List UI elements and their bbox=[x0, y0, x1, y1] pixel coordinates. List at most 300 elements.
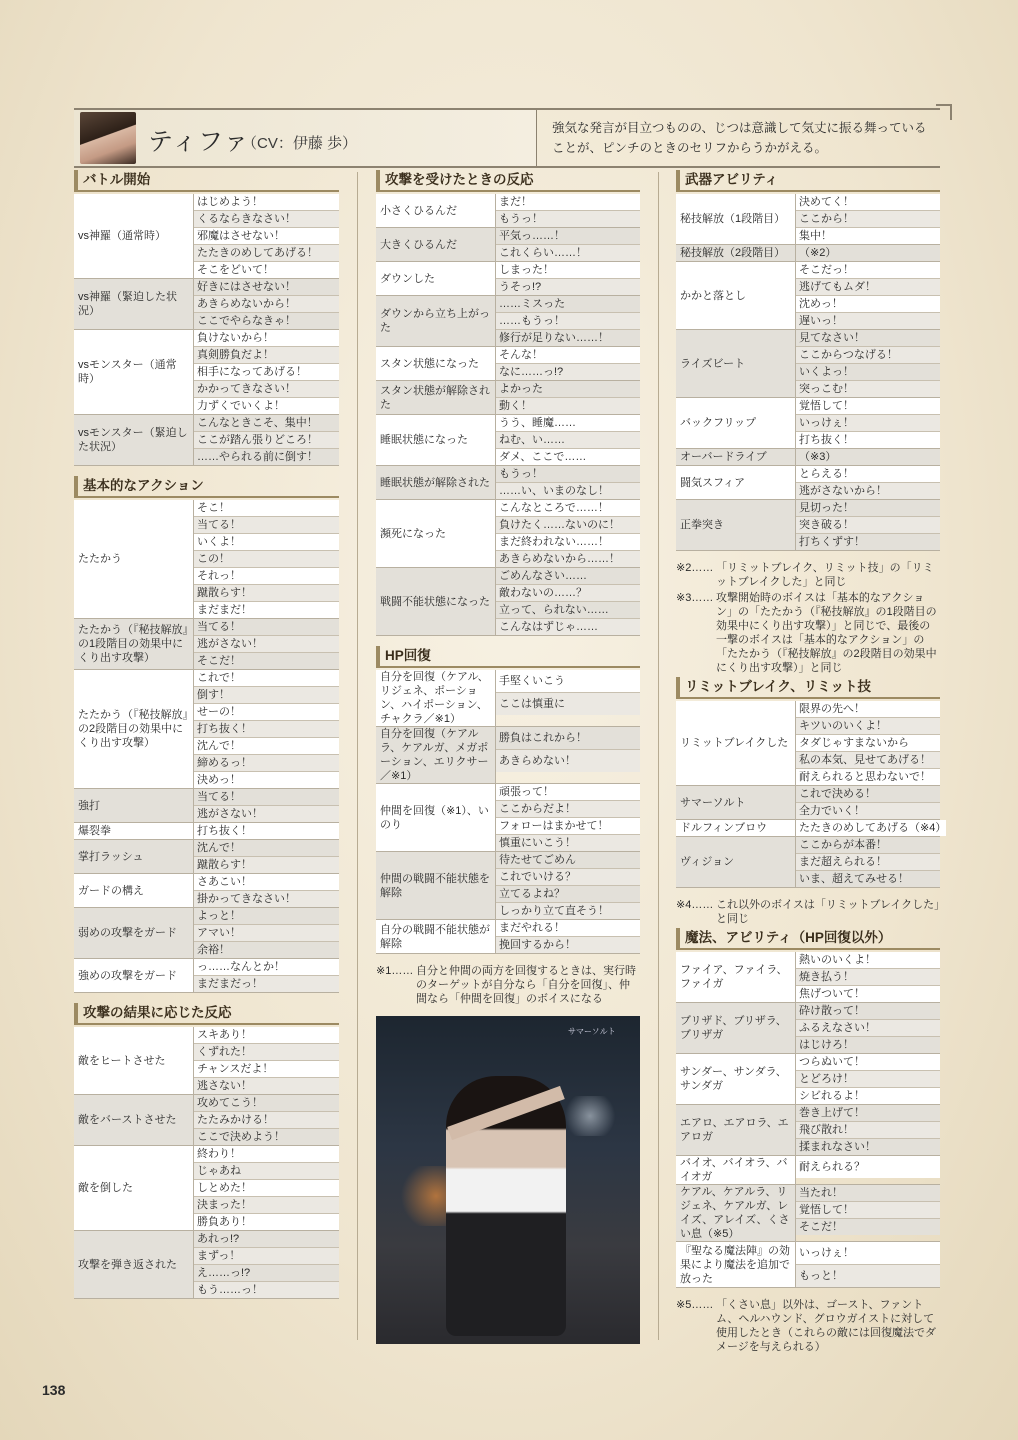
voice-group bbox=[74, 823, 339, 840]
voice-line: 決まった！ bbox=[194, 1197, 339, 1214]
voice-line: 覚悟して！ bbox=[796, 1202, 940, 1219]
column-middle bbox=[376, 170, 640, 1344]
voice-group bbox=[676, 262, 940, 330]
voice-line: ……もうっ！ bbox=[496, 313, 640, 330]
voice-group bbox=[74, 908, 339, 959]
voice-group bbox=[74, 330, 339, 415]
voice-line: そこだ！ bbox=[796, 1219, 940, 1235]
voice-line: これでいける？ bbox=[496, 869, 640, 886]
note-text: 攻撃開始時のボイスは「基本的なアクション」の「たたかう（『秘技解放』の1段階目の効果中にくり出す攻撃）」と同じで、最後の一撃のボイスは「基本的なアクション」の「たたかう（『秘技解放』の2段階目の効果中にくり出す攻撃）」と同じ bbox=[716, 592, 937, 674]
voice-line: もうっ！ bbox=[496, 211, 640, 227]
situation-label: かかと落とし bbox=[676, 262, 796, 329]
voice-line: かかってきなさい！ bbox=[194, 381, 339, 398]
voice-line: 全力でいく！ bbox=[796, 803, 940, 819]
note-mark: ※5…… bbox=[676, 1299, 714, 1311]
note-mark: ※4…… bbox=[676, 899, 714, 911]
voice-line: （※3） bbox=[796, 449, 940, 465]
voice-line: 私の本気、見せてあげる！ bbox=[796, 752, 940, 769]
voice-line: 邪魔はさせない！ bbox=[194, 228, 339, 245]
voice-line: 敵わないの……？ bbox=[496, 585, 640, 602]
situation-label: たたかう（『秘技解放』の2段階目の効果中にくり出す攻撃） bbox=[74, 670, 194, 788]
voice-line: キツいのいくよ！ bbox=[796, 718, 940, 735]
footnote-row bbox=[676, 591, 940, 675]
situation-label: vs神羅（緊迫した状況） bbox=[74, 279, 194, 329]
voice-line: 熱いのいくよ！ bbox=[796, 952, 940, 969]
voice-line: 突っこむ！ bbox=[796, 381, 940, 397]
voice-group bbox=[376, 500, 640, 568]
voice-line: ここからだよ！ bbox=[496, 801, 640, 818]
situation-label: たたかう（『秘技解放』の1段階目の効果中にくり出す攻撃） bbox=[74, 619, 194, 669]
voice-section bbox=[676, 928, 940, 1288]
voice-line: 余裕！ bbox=[194, 942, 339, 958]
situation-label: 秘技解放（2段階目） bbox=[676, 245, 796, 261]
situation-label: 『聖なる魔法陣』の効果により魔法を追加で放った bbox=[676, 1242, 796, 1287]
voice-line: しっかり立て直そう！ bbox=[496, 903, 640, 919]
section-title: バトル開始 bbox=[74, 170, 339, 192]
situation-label: 睡眠状態になった bbox=[376, 415, 496, 465]
footnote-4 bbox=[676, 898, 940, 926]
voice-line: たたみかける！ bbox=[194, 1112, 339, 1129]
voice-line: はじめよう！ bbox=[194, 194, 339, 211]
voice-line: ここは慎重に bbox=[496, 693, 640, 715]
voice-section bbox=[376, 646, 640, 954]
voice-line: いっけぇ！ bbox=[796, 415, 940, 432]
voice-line: あきらめない！ bbox=[496, 750, 640, 772]
voice-section bbox=[74, 476, 339, 993]
footnotes-2-3 bbox=[676, 561, 940, 675]
voice-group bbox=[376, 852, 640, 920]
situation-label: 敵をヒートさせた bbox=[74, 1027, 194, 1094]
voice-group bbox=[74, 1027, 339, 1095]
voice-section bbox=[74, 1003, 339, 1299]
voice-line: 当てる！ bbox=[194, 517, 339, 534]
voice-line: 打ち抜く！ bbox=[194, 721, 339, 738]
section-title: 魔法、アビリティ（HP回復以外） bbox=[676, 928, 940, 950]
character-header bbox=[74, 108, 940, 168]
voice-group bbox=[676, 1054, 940, 1105]
voice-line: うそっ!? bbox=[496, 279, 640, 295]
voice-group bbox=[676, 1003, 940, 1054]
voice-group bbox=[676, 1242, 940, 1288]
voice-group bbox=[676, 1185, 940, 1242]
voice-line: しとめた！ bbox=[194, 1180, 339, 1197]
voice-line: とどろけ！ bbox=[796, 1071, 940, 1088]
footnote-row bbox=[676, 898, 940, 926]
voice-group bbox=[74, 1146, 339, 1231]
voice-line: シビれるよ！ bbox=[796, 1088, 940, 1104]
voice-line: そこをどいて！ bbox=[194, 262, 339, 278]
voice-group bbox=[376, 727, 640, 784]
voice-line: 動く！ bbox=[496, 398, 640, 414]
voice-line: 逃がさない！ bbox=[194, 636, 339, 653]
voice-line: それっ！ bbox=[194, 568, 339, 585]
voice-line: 焦げついて！ bbox=[796, 986, 940, 1002]
voice-line: あきらめないから……！ bbox=[496, 551, 640, 567]
voice-group bbox=[376, 381, 640, 415]
voice-line: そんな！ bbox=[496, 347, 640, 364]
voice-line: あきらめないから！ bbox=[194, 296, 339, 313]
column-right bbox=[676, 170, 947, 1356]
voice-line: ここから！ bbox=[796, 211, 940, 228]
voice-line: こんなときこそ、集中！ bbox=[194, 415, 339, 432]
voice-line: 見てなさい！ bbox=[796, 330, 940, 347]
voice-line: 蹴散らす！ bbox=[194, 857, 339, 873]
voice-line: いっけぇ！ bbox=[796, 1242, 940, 1265]
voice-line: せーの！ bbox=[194, 704, 339, 721]
voice-group bbox=[74, 874, 339, 908]
voice-line: まだまだっ！ bbox=[194, 976, 339, 992]
voice-line: さあこい！ bbox=[194, 874, 339, 891]
voice-line: 沈めっ！ bbox=[796, 296, 940, 313]
corner-ornament bbox=[936, 104, 952, 120]
voice-line: 力ずくでいくよ！ bbox=[194, 398, 339, 414]
voice-group bbox=[676, 952, 940, 1003]
voice-line: フォローはまかせて！ bbox=[496, 818, 640, 835]
section-title: 基本的なアクション bbox=[74, 476, 339, 498]
voice-line: ここからつなげる！ bbox=[796, 347, 940, 364]
voice-line: ここからが本番！ bbox=[796, 837, 940, 854]
voice-line: ねむ、い…… bbox=[496, 432, 640, 449]
voice-line: とらえる！ bbox=[796, 466, 940, 483]
voice-group bbox=[376, 262, 640, 296]
voice-line: アマい！ bbox=[194, 925, 339, 942]
voice-line: 焼き払う！ bbox=[796, 969, 940, 986]
title-box bbox=[74, 110, 537, 166]
voice-group bbox=[676, 245, 940, 262]
section-title: リミットブレイク、リミット技 bbox=[676, 677, 940, 699]
voice-line: 決めっ！ bbox=[194, 772, 339, 788]
voice-line: ここが踏ん張りどころ！ bbox=[194, 432, 339, 449]
voice-group bbox=[676, 820, 947, 837]
column-divider bbox=[658, 172, 659, 1340]
voice-group bbox=[676, 449, 940, 466]
situation-label: ガードの構え bbox=[74, 874, 194, 907]
situation-label: 自分を回復（ケアル、リジェネ、ポーション、ハイポーション、チャクラ／※1） bbox=[376, 670, 496, 726]
situation-label: 正拳突き bbox=[676, 500, 796, 550]
situation-label: スタン状態が解除された bbox=[376, 381, 496, 414]
voice-line: この！ bbox=[194, 551, 339, 568]
situation-label: エアロ、エアロラ、エアロガ bbox=[676, 1105, 796, 1155]
voice-line: 手堅くいこう bbox=[496, 670, 640, 693]
voice-line: （※2） bbox=[796, 245, 940, 261]
voice-group bbox=[376, 466, 640, 500]
voice-line: 立てるよね？ bbox=[496, 886, 640, 903]
voice-line: たたきのめしてあげる！ bbox=[194, 245, 339, 262]
voice-line: 倒す！ bbox=[194, 687, 339, 704]
voice-group bbox=[376, 228, 640, 262]
situation-label: 掌打ラッシュ bbox=[74, 840, 194, 873]
voice-group bbox=[74, 670, 339, 789]
voice-line: 見切った！ bbox=[796, 500, 940, 517]
voice-line: 沈んで！ bbox=[194, 738, 339, 755]
voice-line: 当てる！ bbox=[194, 619, 339, 636]
situation-label: vs神羅（通常時） bbox=[74, 194, 194, 278]
voice-group bbox=[74, 1231, 339, 1299]
voice-line: 挽回するから！ bbox=[496, 937, 640, 953]
voice-section bbox=[74, 170, 339, 466]
situation-label: 自分の戦闘不能状態が解除 bbox=[376, 920, 496, 953]
voice-group bbox=[376, 347, 640, 381]
voice-group bbox=[676, 466, 940, 500]
voice-group bbox=[676, 330, 940, 398]
voice-line: いくよ！ bbox=[194, 534, 339, 551]
voice-line: 逃げてもムダ！ bbox=[796, 279, 940, 296]
note-text: 「リミットブレイク、リミット技」の「リミットブレイクした」と同じ bbox=[716, 562, 934, 588]
voice-line: これくらい……！ bbox=[496, 245, 640, 261]
voice-line: そこだ！ bbox=[194, 653, 339, 669]
situation-label: サンダー、サンダラ、サンダガ bbox=[676, 1054, 796, 1104]
situation-label: 大きくひるんだ bbox=[376, 228, 496, 261]
situation-label: 強めの攻撃をガード bbox=[74, 959, 194, 992]
voice-line: タダじゃすまないから bbox=[796, 735, 940, 752]
voice-line: 待たせてごめん bbox=[496, 852, 640, 869]
voice-line: 負けないから！ bbox=[194, 330, 339, 347]
voice-group bbox=[376, 920, 640, 954]
voice-line: もうっ！ bbox=[496, 466, 640, 483]
voice-group bbox=[676, 1156, 940, 1185]
voice-line: ……い、いまのなし！ bbox=[496, 483, 640, 499]
voice-line: もう……っ！ bbox=[194, 1282, 339, 1298]
voice-line: 攻めてこう！ bbox=[194, 1095, 339, 1112]
situation-label: ダウンした bbox=[376, 262, 496, 295]
situation-label: 戦闘不能状態になった bbox=[376, 568, 496, 635]
page-number: 138 bbox=[42, 1382, 66, 1398]
voice-line: 飛び散れ！ bbox=[796, 1122, 940, 1139]
voice-line: なに……っ!? bbox=[496, 364, 640, 380]
note-mark: ※2…… bbox=[676, 562, 714, 574]
voice-line: はじけろ！ bbox=[796, 1037, 940, 1053]
voice-group bbox=[74, 194, 339, 279]
situation-label: 瀕死になった bbox=[376, 500, 496, 567]
section-title: 武器アビリティ bbox=[676, 170, 940, 192]
voice-line: 締めるっ！ bbox=[194, 755, 339, 772]
voice-line: くるならきなさい！ bbox=[194, 211, 339, 228]
voice-line: 打ち抜く！ bbox=[796, 432, 940, 448]
voice-group bbox=[74, 279, 339, 330]
voice-section bbox=[676, 170, 940, 551]
voice-line: これで決める！ bbox=[796, 786, 940, 803]
situation-label: サマーソルト bbox=[676, 786, 796, 819]
character-name: ティファ bbox=[148, 128, 250, 156]
voice-line: 平気っ……！ bbox=[496, 228, 640, 245]
voice-line: ここで決めよう！ bbox=[194, 1129, 339, 1145]
voice-line: 負けたく……ないのに！ bbox=[496, 517, 640, 534]
voice-group bbox=[676, 786, 940, 820]
situation-label: 小さくひるんだ bbox=[376, 194, 496, 227]
note-text: これ以外のボイスは「リミットブレイクした」と同じ bbox=[716, 899, 940, 925]
footnote-5 bbox=[676, 1298, 940, 1354]
footnote-row bbox=[676, 561, 940, 589]
voice-line: そこ！ bbox=[194, 500, 339, 517]
voice-line: 覚悟して！ bbox=[796, 398, 940, 415]
situation-label: 強打 bbox=[74, 789, 194, 822]
voice-group bbox=[74, 1095, 339, 1146]
voice-line: 決めてく！ bbox=[796, 194, 940, 211]
situation-label: vsモンスター（通常時） bbox=[74, 330, 194, 414]
situation-label: 睡眠状態が解除された bbox=[376, 466, 496, 499]
photo-caption: サマーソルト bbox=[568, 1027, 616, 1036]
situation-label: バックフリップ bbox=[676, 398, 796, 448]
voice-line: ふるえなさい！ bbox=[796, 1020, 940, 1037]
note-mark: ※1…… bbox=[376, 965, 414, 977]
voice-line: 耐えられると思わないで！ bbox=[796, 769, 940, 785]
voice-line: 立って、られない…… bbox=[496, 602, 640, 619]
voice-line: これで！ bbox=[194, 670, 339, 687]
situation-label: 敵を倒した bbox=[74, 1146, 194, 1230]
situation-label: 弱めの攻撃をガード bbox=[74, 908, 194, 958]
voice-line: っ……なんとか！ bbox=[194, 959, 339, 976]
voice-line: まずっ！ bbox=[194, 1248, 339, 1265]
voice-group bbox=[376, 194, 640, 228]
voice-group bbox=[74, 619, 339, 670]
voice-line: 真剣勝負だよ！ bbox=[194, 347, 339, 364]
voice-line: 逃さない！ bbox=[194, 1078, 339, 1094]
situation-label: 仲間を回復（※1）、いのり bbox=[376, 784, 496, 851]
voice-group bbox=[676, 194, 940, 245]
voice-line: スキあり！ bbox=[194, 1027, 339, 1044]
voice-line: 耐えられる？ bbox=[796, 1156, 940, 1178]
voice-line: 打ちくずす！ bbox=[796, 534, 940, 550]
voice-section bbox=[376, 170, 640, 636]
situation-label: ダウンから立ち上がった bbox=[376, 296, 496, 346]
situation-label: 秘技解放（1段階目） bbox=[676, 194, 796, 244]
situation-label: 仲間の戦闘不能状態を解除 bbox=[376, 852, 496, 919]
voice-line: 勝負あり！ bbox=[194, 1214, 339, 1230]
situation-label: バイオ、バイオラ、バイオガ bbox=[676, 1156, 796, 1184]
voice-group bbox=[676, 701, 940, 786]
voice-line: 揉まれなさい！ bbox=[796, 1139, 940, 1155]
voice-group bbox=[74, 789, 339, 823]
situation-label: ライズビート bbox=[676, 330, 796, 397]
situation-label: ヴィジョン bbox=[676, 837, 796, 887]
voice-group bbox=[376, 415, 640, 466]
voice-line: え……っ!? bbox=[194, 1265, 339, 1282]
voice-group bbox=[74, 840, 339, 874]
voice-line: 慎重にいこう！ bbox=[496, 835, 640, 851]
voice-line: 当てる！ bbox=[194, 789, 339, 806]
section-title: HP回復 bbox=[376, 646, 640, 668]
voice-line: 遅いっ！ bbox=[796, 313, 940, 329]
voice-group bbox=[376, 784, 640, 852]
voice-line: まだ終われない……！ bbox=[496, 534, 640, 551]
voice-line: じゃあね bbox=[194, 1163, 339, 1180]
footnote-row bbox=[676, 1298, 940, 1354]
voice-line: たたきのめしてあげる（※4） bbox=[796, 820, 946, 836]
voice-line: 相手になってあげる！ bbox=[194, 364, 339, 381]
voice-group bbox=[74, 959, 339, 993]
voice-line: チャンスだよ！ bbox=[194, 1061, 339, 1078]
voice-line: まだ超えられる！ bbox=[796, 854, 940, 871]
voice-line: よっと！ bbox=[194, 908, 339, 925]
situation-label: 闘気スフィア bbox=[676, 466, 796, 499]
situation-label: オーバードライブ bbox=[676, 449, 796, 465]
character-portrait bbox=[80, 112, 136, 164]
voice-line: いくよっ！ bbox=[796, 364, 940, 381]
situation-label: ブリザド、ブリザラ、ブリザガ bbox=[676, 1003, 796, 1053]
voice-line: 蹴散らす！ bbox=[194, 585, 339, 602]
voice-group bbox=[376, 296, 640, 347]
voice-section bbox=[676, 677, 947, 888]
voice-line: ……やられる前に倒す！ bbox=[194, 449, 339, 465]
voice-line: 当たれ！ bbox=[796, 1185, 940, 1202]
note-text: 「くさい息」以外は、ゴースト、ファントム、ヘルハウンド、グロウガイストに対して使用したとき（これらの敵には回復魔法でダメージを与えられる） bbox=[716, 1299, 936, 1353]
voice-line: つらぬいて！ bbox=[796, 1054, 940, 1071]
voice-line: そこだっ！ bbox=[796, 262, 940, 279]
voice-line: こんなはずじゃ…… bbox=[496, 619, 640, 635]
section-title: 攻撃を受けたときの反応 bbox=[376, 170, 640, 192]
situation-label: ファイア、ファイラ、ファイガ bbox=[676, 952, 796, 1002]
situation-label: スタン状態になった bbox=[376, 347, 496, 380]
voice-group bbox=[376, 568, 640, 636]
voice-group bbox=[676, 398, 940, 449]
voice-line: ダメ、ここで…… bbox=[496, 449, 640, 465]
voice-line: もっと！ bbox=[796, 1265, 940, 1287]
voice-line: うう、睡魔…… bbox=[496, 415, 640, 432]
voice-line: 限界の先へ！ bbox=[796, 701, 940, 718]
note-text: 自分と仲間の両方を回復するときは、実行時のターゲットが自分なら「自分を回復」、仲間なら「仲間を回復」のボイスになる bbox=[416, 965, 636, 1005]
situation-label: vsモンスター（緊迫した状況） bbox=[74, 415, 194, 465]
voice-group bbox=[74, 500, 339, 619]
voice-line: いま、超えてみせる！ bbox=[796, 871, 940, 887]
voice-line: ごめんなさい…… bbox=[496, 568, 640, 585]
situation-label: たたかう bbox=[74, 500, 194, 618]
situation-label: ケアル、ケアルラ、リジェネ、ケアルガ、レイズ、アレイズ、くさい息（※5） bbox=[676, 1185, 796, 1241]
situation-label: 攻撃を弾き返された bbox=[74, 1231, 194, 1298]
voice-line: 頑張って！ bbox=[496, 784, 640, 801]
footnote-1 bbox=[376, 964, 640, 1006]
voice-line: 砕け散って！ bbox=[796, 1003, 940, 1020]
battle-screenshot bbox=[376, 1016, 640, 1344]
voice-line: ……ミスった bbox=[496, 296, 640, 313]
voice-actor: （CV：伊藤 歩） bbox=[242, 135, 358, 152]
voice-line: 巻き上げて！ bbox=[796, 1105, 940, 1122]
section-title: 攻撃の結果に応じた反応 bbox=[74, 1003, 339, 1025]
voice-group bbox=[376, 670, 640, 727]
voice-group bbox=[74, 415, 339, 466]
situation-label: リミットブレイクした bbox=[676, 701, 796, 785]
voice-line: 沈んで！ bbox=[194, 840, 339, 857]
voice-line: 打ち抜く！ bbox=[194, 823, 339, 839]
voice-line: 突き破る！ bbox=[796, 517, 940, 534]
voice-line: 勝負はこれから！ bbox=[496, 727, 640, 750]
voice-line: 修行が足りない……！ bbox=[496, 330, 640, 346]
voice-line: 集中！ bbox=[796, 228, 940, 244]
column-divider bbox=[357, 172, 358, 1340]
voice-group bbox=[676, 500, 940, 551]
voice-group bbox=[676, 837, 940, 888]
note-mark: ※3…… bbox=[676, 592, 714, 604]
voice-line: まだまだ！ bbox=[194, 602, 339, 618]
voice-line: 好きにはさせない！ bbox=[194, 279, 339, 296]
voice-line: こんなところで……！ bbox=[496, 500, 640, 517]
voice-line: ここでやらなきゃ！ bbox=[194, 313, 339, 329]
situation-label: 敵をバーストさせた bbox=[74, 1095, 194, 1145]
character-description: 強気な発言が目立つものの、じつは意識して気丈に振る舞っていることが、ピンチのときのセリフからうかがえる。 bbox=[552, 121, 927, 155]
voice-line: 逃がさない！ bbox=[194, 806, 339, 822]
voice-line: 掛かってきなさい！ bbox=[194, 891, 339, 907]
voice-line: あれっ!? bbox=[194, 1231, 339, 1248]
voice-line: よかった bbox=[496, 381, 640, 398]
situation-label: 爆裂拳 bbox=[74, 823, 194, 839]
voice-line: 終わり！ bbox=[194, 1146, 339, 1163]
situation-label: 自分を回復（ケアルラ、ケアルガ、メガポーション、エリクサー／※1） bbox=[376, 727, 496, 783]
voice-line: まだやれる！ bbox=[496, 920, 640, 937]
voice-line: しまった！ bbox=[496, 262, 640, 279]
situation-label: ドルフィンブロウ bbox=[676, 820, 796, 836]
voice-line: まだ！ bbox=[496, 194, 640, 211]
voice-line: くずれた！ bbox=[194, 1044, 339, 1061]
column-left bbox=[74, 170, 339, 1309]
